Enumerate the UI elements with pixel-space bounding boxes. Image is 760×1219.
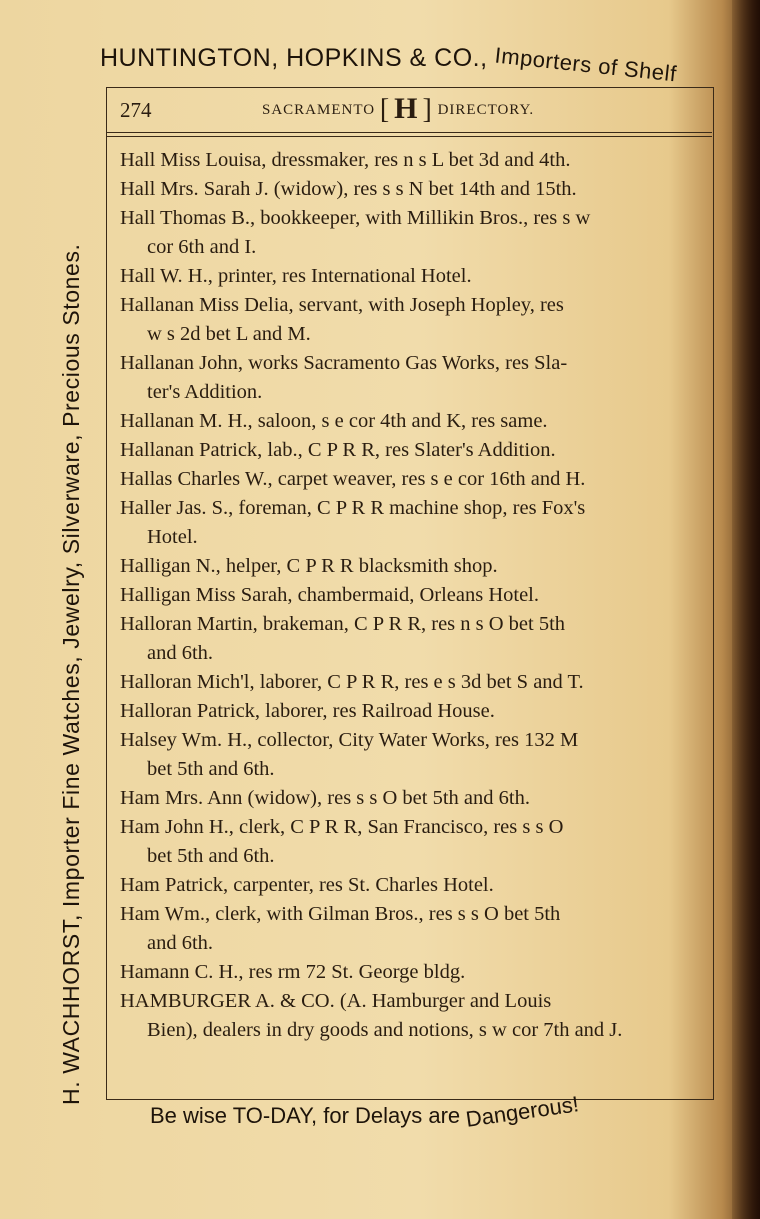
entry-continuation: w s 2d bet L and M. xyxy=(147,323,311,345)
entry-line: HAMBURGER A. & CO. (A. Hamburger and Louis xyxy=(120,990,552,1012)
entry-line: Hallanan M. H., saloon, s e cor 4th and K, res same. xyxy=(120,410,548,432)
directory-entry xyxy=(120,610,708,668)
directory-entry xyxy=(120,900,708,958)
entry-line: Hallas Charles W., carpet weaver, res s e cor 16th and H. xyxy=(120,468,586,490)
directory-entry xyxy=(120,436,708,465)
directory-entry xyxy=(120,349,708,407)
entry-continuation: Bien), dealers in dry goods and notions, s w cor 7th and J. xyxy=(147,1019,623,1041)
running-head-left: SACRAMENTO xyxy=(262,102,376,118)
top-ad-sub: Importers of Shelf xyxy=(493,42,678,87)
entry-line: Ham John H., clerk, C P R R, San Francisco, res s s O xyxy=(120,816,564,838)
directory-entry xyxy=(120,146,708,175)
directory-entry xyxy=(120,494,708,552)
header-rule xyxy=(106,132,712,133)
entry-continuation: bet 5th and 6th. xyxy=(147,845,275,867)
directory-entry xyxy=(120,581,708,610)
directory-entry xyxy=(120,204,708,262)
bracket-open: [ xyxy=(379,94,391,125)
footer-curl: Dangerous! xyxy=(464,1091,581,1132)
entry-line: Hamann C. H., res rm 72 St. George bldg. xyxy=(120,961,466,983)
header-rule-secondary xyxy=(106,136,712,137)
entry-line: Hall Thomas B., bookkeeper, with Millikin Bros., res s w xyxy=(120,207,591,229)
directory-entry xyxy=(120,291,708,349)
entry-line: Hallanan Miss Delia, servant, with Joseph Hopley, res xyxy=(120,294,564,316)
entry-continuation: and 6th. xyxy=(147,932,214,954)
entry-continuation: ter's Addition. xyxy=(147,381,263,403)
directory-entry xyxy=(120,958,708,987)
directory-entry xyxy=(120,407,708,436)
side-advertisement: H. WACHHORST, Importer Fine Watches, Jewelry, Silverware, Precious Stones. xyxy=(58,243,84,1105)
entry-line: Halloran Patrick, laborer, res Railroad House. xyxy=(120,700,495,722)
page-number: 274 xyxy=(120,98,152,122)
running-head xyxy=(262,92,534,126)
directory-entry xyxy=(120,726,708,784)
section-letter: H xyxy=(394,92,419,125)
bracket-close: ] xyxy=(422,94,433,125)
directory-entry xyxy=(120,784,708,813)
entry-line: Hall W. H., printer, res International Hotel. xyxy=(120,265,472,287)
footer-advertisement xyxy=(150,1091,710,1139)
footer-main: Be wise TO-DAY, for Delays are xyxy=(150,1103,461,1128)
entry-line: Hallanan John, works Sacramento Gas Works, res Sla- xyxy=(120,352,568,374)
directory-entry xyxy=(120,813,708,871)
entry-line: Hall Miss Louisa, dressmaker, res n s L bet 3d and 4th. xyxy=(120,149,571,171)
directory-entry xyxy=(120,668,708,697)
entry-line: Halloran Martin, brakeman, C P R R, res n s O bet 5th xyxy=(120,613,566,635)
entry-line: Haller Jas. S., foreman, C P R R machine shop, res Fox's xyxy=(120,497,586,519)
directory-entry xyxy=(120,987,708,1045)
book-spine-shadow xyxy=(732,0,760,1219)
entry-line: Ham Mrs. Ann (widow), res s s O bet 5th and 6th. xyxy=(120,787,530,809)
entry-continuation: bet 5th and 6th. xyxy=(147,758,275,780)
top-ad-main: HUNTINGTON, HOPKINS & CO., xyxy=(100,44,488,72)
directory-entry xyxy=(120,465,708,494)
directory-entry xyxy=(120,871,708,900)
entry-line: Halligan N., helper, C P R R blacksmith shop. xyxy=(120,555,498,577)
entry-line: Ham Wm., clerk, with Gilman Bros., res s s O bet 5th xyxy=(120,903,561,925)
entry-line: Hall Mrs. Sarah J. (widow), res s s N bet 14th and 15th. xyxy=(120,178,577,200)
directory-entries xyxy=(120,146,708,1045)
directory-entry xyxy=(120,697,708,726)
entry-line: Halligan Miss Sarah, chambermaid, Orleans Hotel. xyxy=(120,584,539,606)
entry-line: Hallanan Patrick, lab., C P R R, res Slater's Addition. xyxy=(120,439,556,461)
running-head-right: DIRECTORY. xyxy=(437,102,535,118)
entry-line: Halloran Mich'l, laborer, C P R R, res e s 3d bet S and T. xyxy=(120,671,584,693)
directory-entry xyxy=(120,262,708,291)
directory-entry xyxy=(120,175,708,204)
directory-entry xyxy=(120,552,708,581)
entry-continuation: and 6th. xyxy=(147,642,214,664)
entry-line: Halsey Wm. H., collector, City Water Works, res 132 M xyxy=(120,729,579,751)
entry-continuation: Hotel. xyxy=(147,526,198,548)
entry-line: Ham Patrick, carpenter, res St. Charles Hotel. xyxy=(120,874,494,896)
entry-continuation: cor 6th and I. xyxy=(147,236,257,258)
